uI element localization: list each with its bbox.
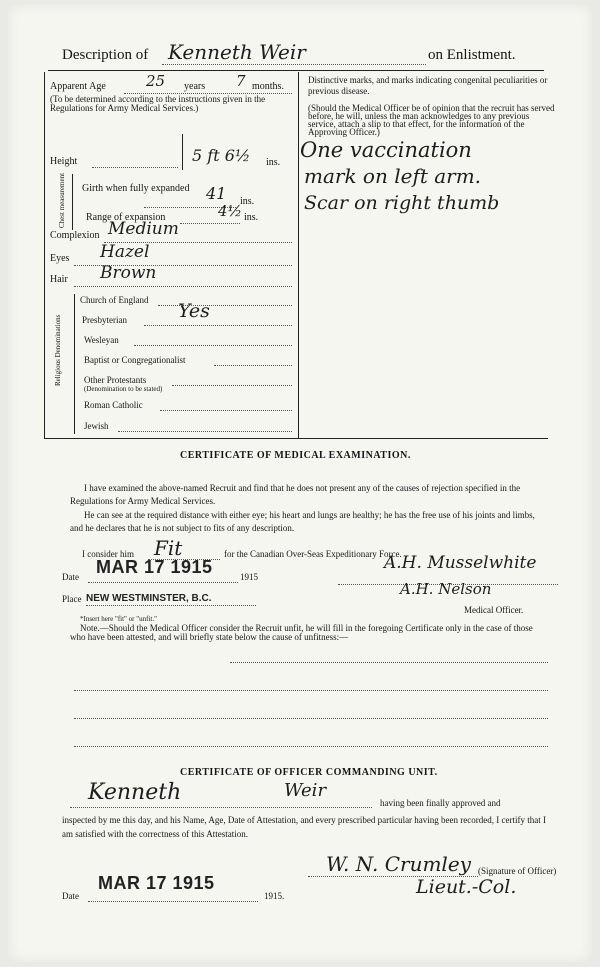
chest-girth-label: Girth when fully expanded [82, 183, 190, 194]
distinctive-mark-2: mark on left arm. [304, 164, 482, 188]
medical-place-value: NEW WESTMINSTER, B.C. [86, 593, 212, 604]
religion-item-wesleyan: Wesleyan [84, 335, 119, 345]
column-divider [298, 72, 299, 438]
chest-range-unit: ins. [244, 212, 259, 223]
chest-bracket [72, 174, 73, 230]
religion-line-6 [160, 410, 292, 411]
unfit-cause-line-2 [74, 690, 548, 691]
chest-side-label: Chest measurement [58, 172, 66, 228]
religion-side-label: Religious Denominations [54, 314, 62, 386]
hair-value: Brown [100, 263, 157, 283]
chest-girth-unit: ins. [240, 196, 255, 207]
religion-line-5 [172, 385, 292, 386]
medical-date-label: Date [62, 572, 79, 582]
medical-signature-2: A.H. Nelson [400, 580, 492, 598]
commanding-rank: Lieut.-Col. [416, 876, 517, 898]
medical-place-line [86, 605, 256, 606]
medical-para-2: He can see at the required distance with either eye; his heart and lungs are healthy; he has the free use of his joints and limbs, and he declares that he is not subject to fits of any description. [70, 510, 535, 533]
chest-range-value: 4½ [218, 202, 243, 220]
commanding-date-stamp: MAR 17 1915 [98, 873, 215, 893]
age-months-value: 7 [236, 72, 246, 90]
chest-range-label: Range of expansion [86, 212, 166, 223]
commanding-signature-label: (Signature of Officer) [478, 866, 557, 876]
religion-item-baptist: Baptist or Congregationalist [84, 355, 186, 365]
unfit-cause-line-3 [74, 718, 548, 719]
distinctive-mark-1: One vaccination [300, 138, 472, 162]
medical-heading: CERTIFICATE OF MEDICAL EXAMINATION. [180, 450, 411, 461]
religion-line-2 [144, 325, 292, 326]
height-value: 5 ft 6½ [192, 146, 251, 165]
medical-note: Note.—Should the Medical Officer consider the Recruit unfit, he will fill in the foregoing Certificate only in the case of those who have been attested, and will briefly state below the cause of unfitness:— [70, 623, 533, 642]
commanding-year-print: 1915. [264, 891, 285, 901]
age-years-label: years [184, 81, 206, 92]
commanding-name-value: Kenneth [88, 780, 182, 805]
religion-item-jewish: Jewish [84, 421, 109, 431]
age-note: (To be determined according to the instructions given in the Regulations for Army Medical Services.) [50, 94, 266, 113]
distinctive-mark-3: Scar on right thumb [304, 192, 500, 214]
hair-line [74, 286, 292, 287]
religion-item-roman-catholic: Roman Catholic [84, 400, 143, 410]
eyes-value: Hazel [100, 242, 150, 262]
header-title-right: on Enlistment. [428, 47, 516, 63]
medical-date-stamp: MAR 17 1915 [96, 557, 213, 577]
religion-bracket [74, 294, 75, 434]
header-name-handwritten: Kenneth Weir [168, 40, 306, 64]
age-months-label: months. [252, 81, 284, 92]
commanding-heading: CERTIFICATE OF OFFICER COMMANDING UNIT. [180, 767, 438, 778]
commanding-name-line [70, 807, 372, 808]
age-label: Apparent Age [50, 81, 106, 92]
eyes-label: Eyes [50, 253, 70, 264]
distinctive-note: (Should the Medical Officer be of opinion that the recruit has served before, he will, unless the man acknowledges to any previous service, attach a slip to that effect, for the information of the Approving Officer.) [308, 103, 555, 137]
religion-item-presbyterian: Presbyterian [82, 315, 127, 325]
commanding-signature: W. N. Crumley [326, 852, 471, 876]
chest-range-line [180, 223, 240, 224]
religion-item-church-of-england: Church of England [80, 295, 149, 305]
header-name-line [162, 64, 426, 65]
commanding-date-label: Date [62, 891, 79, 901]
left-margin-line [44, 72, 45, 438]
medical-year-print: 1915 [240, 572, 258, 582]
religion-presbyterian-value: Yes [178, 300, 210, 322]
commanding-date-line [88, 901, 258, 902]
unfit-cause-line-1 [230, 662, 548, 663]
complexion-value: Medium [108, 219, 179, 239]
unfit-cause-line-4 [74, 746, 548, 747]
commanding-para: inspected by me this day, and his Name, Age, Date of Attestation, and every prescribed particular having been recorded, I certify that I am satisfied with the correctness of this Attestation. [62, 815, 546, 839]
header-title-left: Description of [62, 47, 149, 63]
medical-date-line [88, 582, 238, 583]
religion-other-note: (Denomination to be stated) [84, 385, 163, 393]
distinctive-title: Distinctive marks, and marks indicating congenital peculiarities or previous disease. [308, 75, 548, 96]
medical-consider-suffix: for the Canadian Over-Seas Expeditionary Force. [224, 549, 402, 559]
religion-line-3 [134, 345, 292, 346]
medical-para-1: I have examined the above-named Recruit and find that he does not present any of the causes of rejection specified in the Regulations for Army Medical Services. [70, 483, 521, 506]
attestation-paper [8, 4, 592, 962]
height-unit: ins. [266, 157, 281, 168]
religion-line-1 [158, 305, 292, 306]
header-underline [48, 70, 544, 71]
section-divider-1 [44, 438, 548, 439]
medical-consider-prefix: I consider him [82, 549, 134, 559]
commanding-name-value-2: Weir [284, 780, 327, 801]
religion-line-7 [118, 431, 292, 432]
religion-line-4 [214, 365, 292, 366]
chest-girth-value: 41 [206, 184, 227, 203]
complexion-label: Complexion [50, 230, 100, 241]
hair-label: Hair [50, 274, 68, 285]
medical-consider-value: Fit [154, 536, 183, 560]
height-box-left [182, 134, 183, 170]
medical-officer-label: Medical Officer. [464, 605, 524, 615]
age-years-value: 25 [146, 72, 166, 90]
medical-signature-1: A.H. Musselwhite [384, 553, 537, 573]
religion-item-other-protestants: Other Protestants [84, 375, 147, 385]
commanding-para-suffix: having been finally approved and [380, 798, 501, 808]
medical-insert-note: *Insert here "fit" or "unfit." [80, 615, 157, 623]
medical-place-label: Place [62, 594, 82, 604]
height-label: Height [50, 156, 78, 167]
height-line [92, 167, 178, 168]
